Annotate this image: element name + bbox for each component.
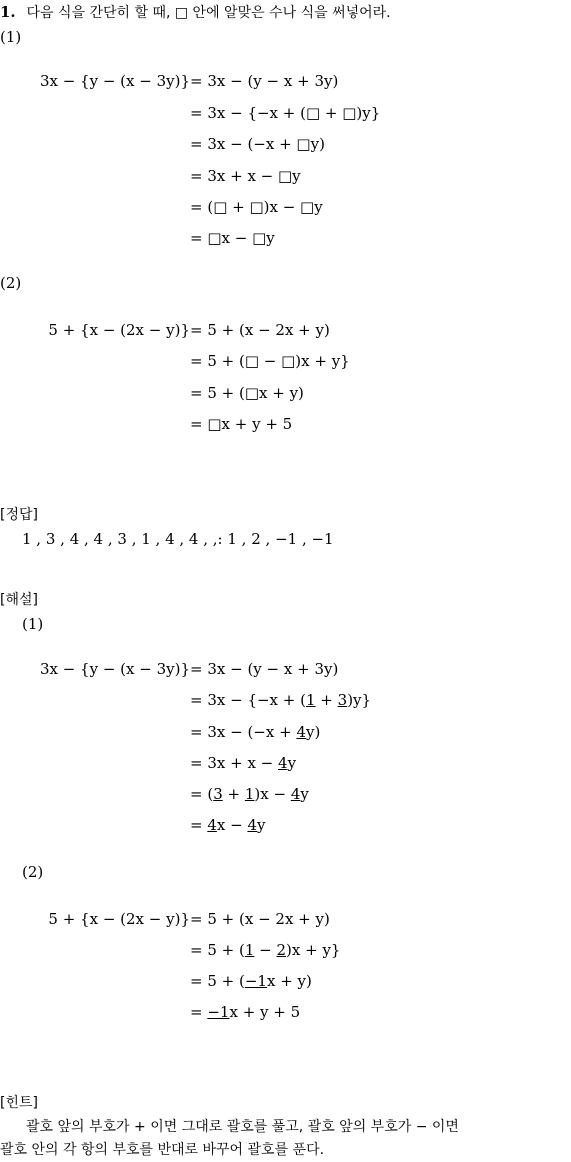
hint-line-1: 괄호 앞의 부호가 + 이면 그대로 괄호를 풀고, 괄호 앞의 부호가 − 이면 [26,1119,459,1135]
solution-part2-step-1: = 5 + (x − 2x + y) [190,910,330,928]
answer-blank: 1 [244,785,255,803]
part2-step-3: = 5 + (□x + y) [190,384,304,402]
problem-instruction: 다음 식을 간단히 할 때, □ 안에 알맞은 수나 식을 써넣어라. [26,5,391,21]
part2-lhs: 5 + {x − (2x − y)} [48,321,190,339]
solution-part2-lhs: 5 + {x − (2x − y)} [48,910,190,928]
solution-part1-step-6: = 4x − 4y [190,816,266,834]
solution-part2-label: (2) [22,863,44,881]
problem-number: 1. [0,3,16,21]
part1-step-3: = 3x − (−x + □y) [190,135,325,153]
answer-blank: 4 [247,816,258,834]
part1-step-1: = 3x − (y − x + 3y) [190,72,339,90]
answer-blank: 4 [296,723,306,741]
answer-text: 1 , 3 , 4 , 4 , 3 , 1 , 4 , 4 , ,: 1 , 2 , −1 , −1 [22,530,334,548]
answer-blank: 4 [278,754,288,772]
problem-header [0,2,391,23]
answer-blank: 3 [337,691,348,709]
answer-blank: 2 [276,941,287,959]
solution-part1-step-2: = 3x − {−x + (1 + 3)y} [190,691,372,709]
hint-heading: [힌트] [0,1095,38,1111]
answer-blank: 1 [305,691,316,709]
part1-step-2: = 3x − {−x + (□ + □)y} [190,104,381,122]
solution-part2-step-3: = 5 + (−1x + y) [190,972,312,990]
part1-step-5: = (□ + □)x − □y [190,198,323,216]
solution-part2-step-4: = −1x + y + 5 [190,1003,301,1021]
hint-line-2: 괄호 안의 각 항의 부호를 반대로 바꾸어 괄호를 푼다. [0,1142,325,1158]
answer-blank: 4 [207,816,217,834]
solution-part1-step-4: = 3x + x − 4y [190,754,297,772]
answer-blank: −1 [244,972,267,990]
solution-part1-label: (1) [22,615,44,633]
part1-lhs: 3x − {y − (x − 3y)} [39,72,190,90]
solution-part2-step-2: = 5 + (1 − 2)x + y} [190,941,341,959]
solution-part1-step-3: = 3x − (−x + 4y) [190,723,321,741]
part1-step-6: = □x − □y [190,229,275,247]
solution-heading: [해설] [0,592,38,608]
answer-blank: 1 [244,941,255,959]
answer-heading: [정답] [0,507,38,523]
part1-label: (1) [0,28,22,46]
solution-part1-step-5: = (3 + 1)x − 4y [190,785,309,803]
part2-step-2: = 5 + (□ − □)x + y} [190,352,350,370]
part2-step-4: = □x + y + 5 [190,415,293,433]
answer-blank: 3 [213,785,223,803]
part2-step-1: = 5 + (x − 2x + y) [190,321,330,339]
part2-label: (2) [0,274,22,292]
solution-part1-step-1: = 3x − (y − x + 3y) [190,660,339,678]
part1-step-4: = 3x + x − □y [190,167,301,185]
answer-blank: 4 [290,785,301,803]
answer-blank: −1 [207,1003,230,1021]
solution-part1-lhs: 3x − {y − (x − 3y)} [39,660,190,678]
